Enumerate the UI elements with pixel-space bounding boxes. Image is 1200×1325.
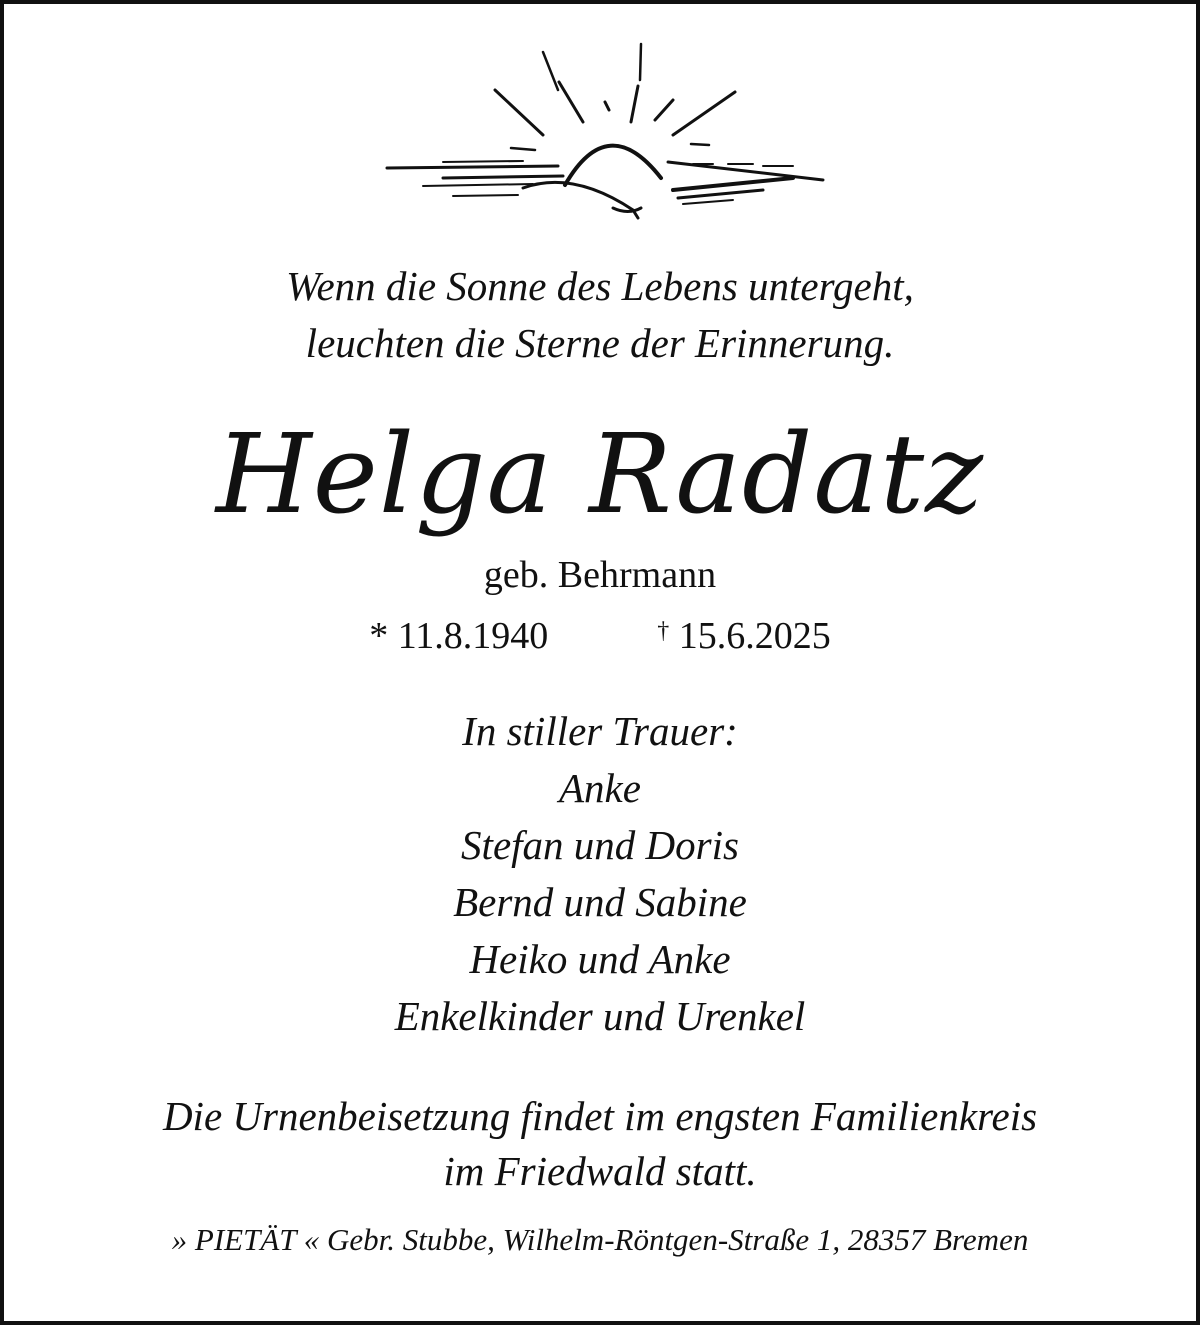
mourners-list <box>0 703 1200 1045</box>
birth-symbol: * <box>369 615 389 657</box>
mourner-name: Anke <box>559 765 641 811</box>
birth-date: 11.8.1940 <box>397 615 549 657</box>
mourner-name: Heiko und Anke <box>469 936 731 982</box>
motto-line-2: leuchten die Sterne der Erinnerung. <box>305 320 895 366</box>
death-date: 15.6.2025 <box>678 615 831 657</box>
mourner-name: Stefan und Doris <box>461 822 739 868</box>
motto-line-1: Wenn die Sonne des Lebens untergeht, <box>286 263 914 309</box>
motto <box>0 258 1200 372</box>
life-dates <box>0 608 1200 659</box>
deceased-name: Helga Radatz <box>215 410 985 538</box>
undertaker-footer: » PIETÄT « Gebr. Stubbe, Wilhelm-Röntgen-Straße 1, 28357 Bremen <box>171 1222 1029 1257</box>
funeral-line-2: im Friedwald statt. <box>443 1148 757 1194</box>
mourner-name: Bernd und Sabine <box>453 879 747 925</box>
mourner-name: Enkelkinder und Urenkel <box>394 993 806 1039</box>
maiden-name: geb. Behrmann <box>483 554 717 596</box>
mourners-heading: In stiller Trauer: <box>462 708 738 754</box>
death-symbol: † <box>657 618 670 644</box>
funeral-line-1: Die Urnenbeisetzung findet im engsten Familienkreis <box>162 1093 1038 1139</box>
funeral-notice <box>0 1089 1200 1199</box>
sunset-icon <box>383 40 833 225</box>
